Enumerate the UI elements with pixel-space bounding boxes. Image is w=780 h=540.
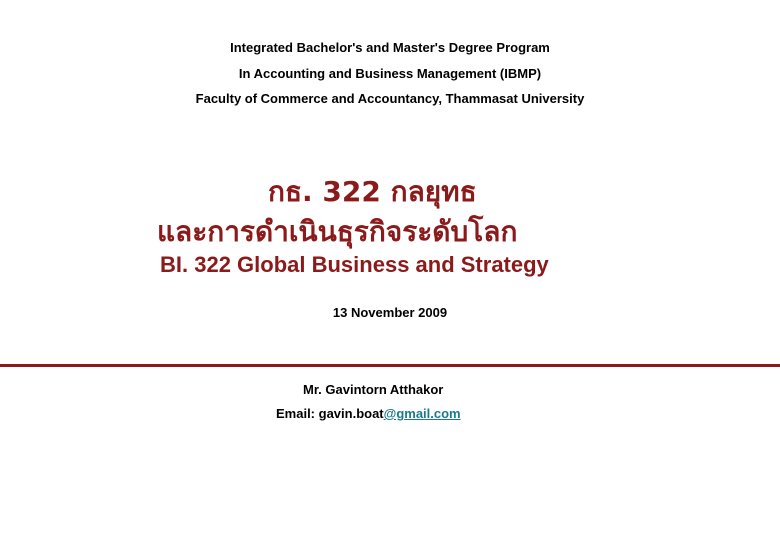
presentation-date: 13 November 2009	[332, 305, 448, 320]
email-link[interactable]: @gmail.com	[383, 406, 461, 421]
program-title: Integrated Bachelor's and Master's Degree Program	[230, 40, 550, 55]
presenter-name: Mr. Gavintorn Atthakor	[303, 382, 444, 397]
course-title-thai-line2: และการดำเนินธุรกิจระดับโลก	[157, 215, 518, 248]
course-title-english: BI. 322 Global Business and Strategy	[160, 252, 549, 277]
program-subtitle: In Accounting and Business Management (IBMP)	[238, 66, 542, 81]
divider-rule	[0, 364, 780, 367]
presenter-email	[276, 406, 461, 421]
email-prefix: Email: gavin.boat	[276, 406, 384, 421]
course-title-thai-line1: กธ. 322 กลยุทธ	[268, 175, 477, 208]
faculty-name: Faculty of Commerce and Accountancy, Thammasat University	[195, 91, 585, 106]
